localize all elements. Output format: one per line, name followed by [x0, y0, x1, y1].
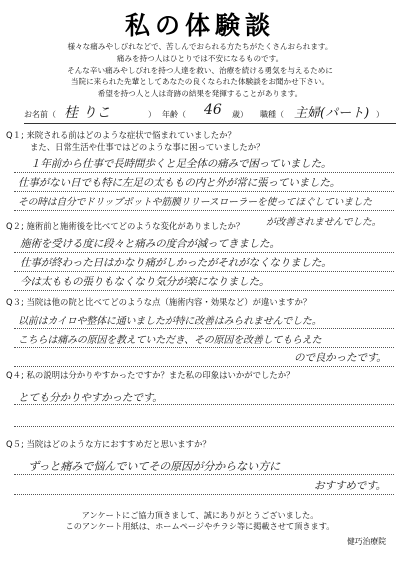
answer-text: 施術を受ける度に段々と痛みの度合が減ってきました。	[20, 238, 280, 250]
answer-text: こちらは痛みの原因を教えていただき、その原因を改善してもらえた	[18, 335, 322, 346]
answer-line	[14, 191, 394, 192]
question-3	[6, 296, 311, 308]
answer-text: 仕事がない日でも特に左足の太ももの内と外が常に張っていました。	[18, 177, 341, 189]
answer-line	[14, 271, 394, 272]
answer-text: その時は自分でドリップポットや筋膜リリースローラーを使ってほぐしていました	[18, 197, 373, 208]
answer-text: 以前はカイロや整体に通いましたが特に改善はみられませんでした。	[18, 316, 322, 327]
age-label: 年齢（	[162, 110, 186, 119]
answer-text: ずっと痛みで悩んでいてその原因が分からない方に	[28, 460, 281, 473]
answer-text: おすすめです。	[314, 480, 387, 492]
footer-text	[0, 510, 400, 532]
answer-text: 今は太ももの張りもなくなり気分が楽になりました。	[20, 276, 270, 288]
intro-line: 希望を持つ人と人は奇跡の結果を発揮することがあります。	[97, 89, 303, 99]
name-value: 桂 りこ	[64, 105, 111, 121]
job-label: 職種（	[260, 110, 284, 119]
job-close: ）	[376, 110, 384, 119]
question-text: Q４; 私の説明は分かりやすかったですか？また私の印象はいかがでしたか？	[6, 370, 295, 380]
footer-line: アンケートにご協力頂きまして、誠にありがとうございました。	[81, 510, 319, 520]
question-subtext: また、日常生活や仕事ではどのような事に困っていましたか？	[30, 142, 265, 152]
age-close: 歳）	[232, 110, 248, 119]
profile-underline	[24, 123, 396, 124]
answer-line	[14, 252, 394, 253]
answer-line	[14, 494, 394, 495]
intro-line: 当院に来られた先輩としてあなたの良くなられた体験談をお聞かせ下さい。	[70, 77, 330, 87]
answer-text: ので良かったです。	[294, 352, 387, 364]
answer-text: とても分かりやすかったです。	[18, 392, 163, 404]
name-close: ）	[148, 110, 156, 119]
age-value: 46	[204, 102, 222, 118]
profile-row	[24, 102, 396, 125]
intro-line: 痛みを持つ人はひとりでは不安になるものです。	[116, 53, 284, 63]
answer-line	[14, 426, 394, 427]
answer-text: が改善されませんでした。	[266, 217, 382, 228]
answer-line	[14, 172, 394, 173]
question-1	[6, 129, 265, 153]
answer-text: 仕事が終わった日はかなり痛がしかったがそれがなくなりました。	[20, 257, 332, 269]
job-value: 主婦(パート)	[294, 106, 370, 121]
question-4	[6, 369, 294, 381]
intro-text	[0, 41, 400, 100]
answer-line	[14, 210, 394, 211]
name-label: お名前（	[24, 110, 56, 119]
answer-line	[14, 366, 394, 367]
page-title: 私の体験談	[124, 11, 275, 40]
answer-text: １年前から仕事で長時間歩くと足全体の痛みで困っていました。	[30, 158, 332, 170]
question-5	[6, 438, 211, 450]
answer-line	[14, 347, 394, 348]
answer-line	[14, 328, 394, 329]
question-2	[6, 220, 244, 232]
question-text: Q３; 当院は他の院と比べてどのような点（施術内容・効果など）が違いますか？	[6, 297, 312, 307]
answer-line	[14, 474, 394, 475]
question-text: Q５; 当院はどのような方におすすめだと思いますか？	[6, 439, 211, 449]
question-text: Q２; 施術前と施術後を比べてどのような変化がありましたか？	[6, 221, 245, 231]
answer-line	[14, 290, 394, 291]
question-text: Q１; 来院される前はどのような症状で悩まれていましたか？	[6, 130, 236, 140]
clinic-name: 健巧治療院	[347, 537, 386, 546]
intro-line: 様々な痛みやしびれなどで、苦しんでおられる方たちがたくさんおられます。	[67, 42, 333, 51]
footer-line: このアンケート用紙は、ホームページやチラシ等に掲載させて頂きます。	[65, 521, 335, 531]
intro-line: そんな辛い痛みやしびれを持つ人達を救い、治療を続ける勇気を与えるために	[67, 65, 333, 75]
